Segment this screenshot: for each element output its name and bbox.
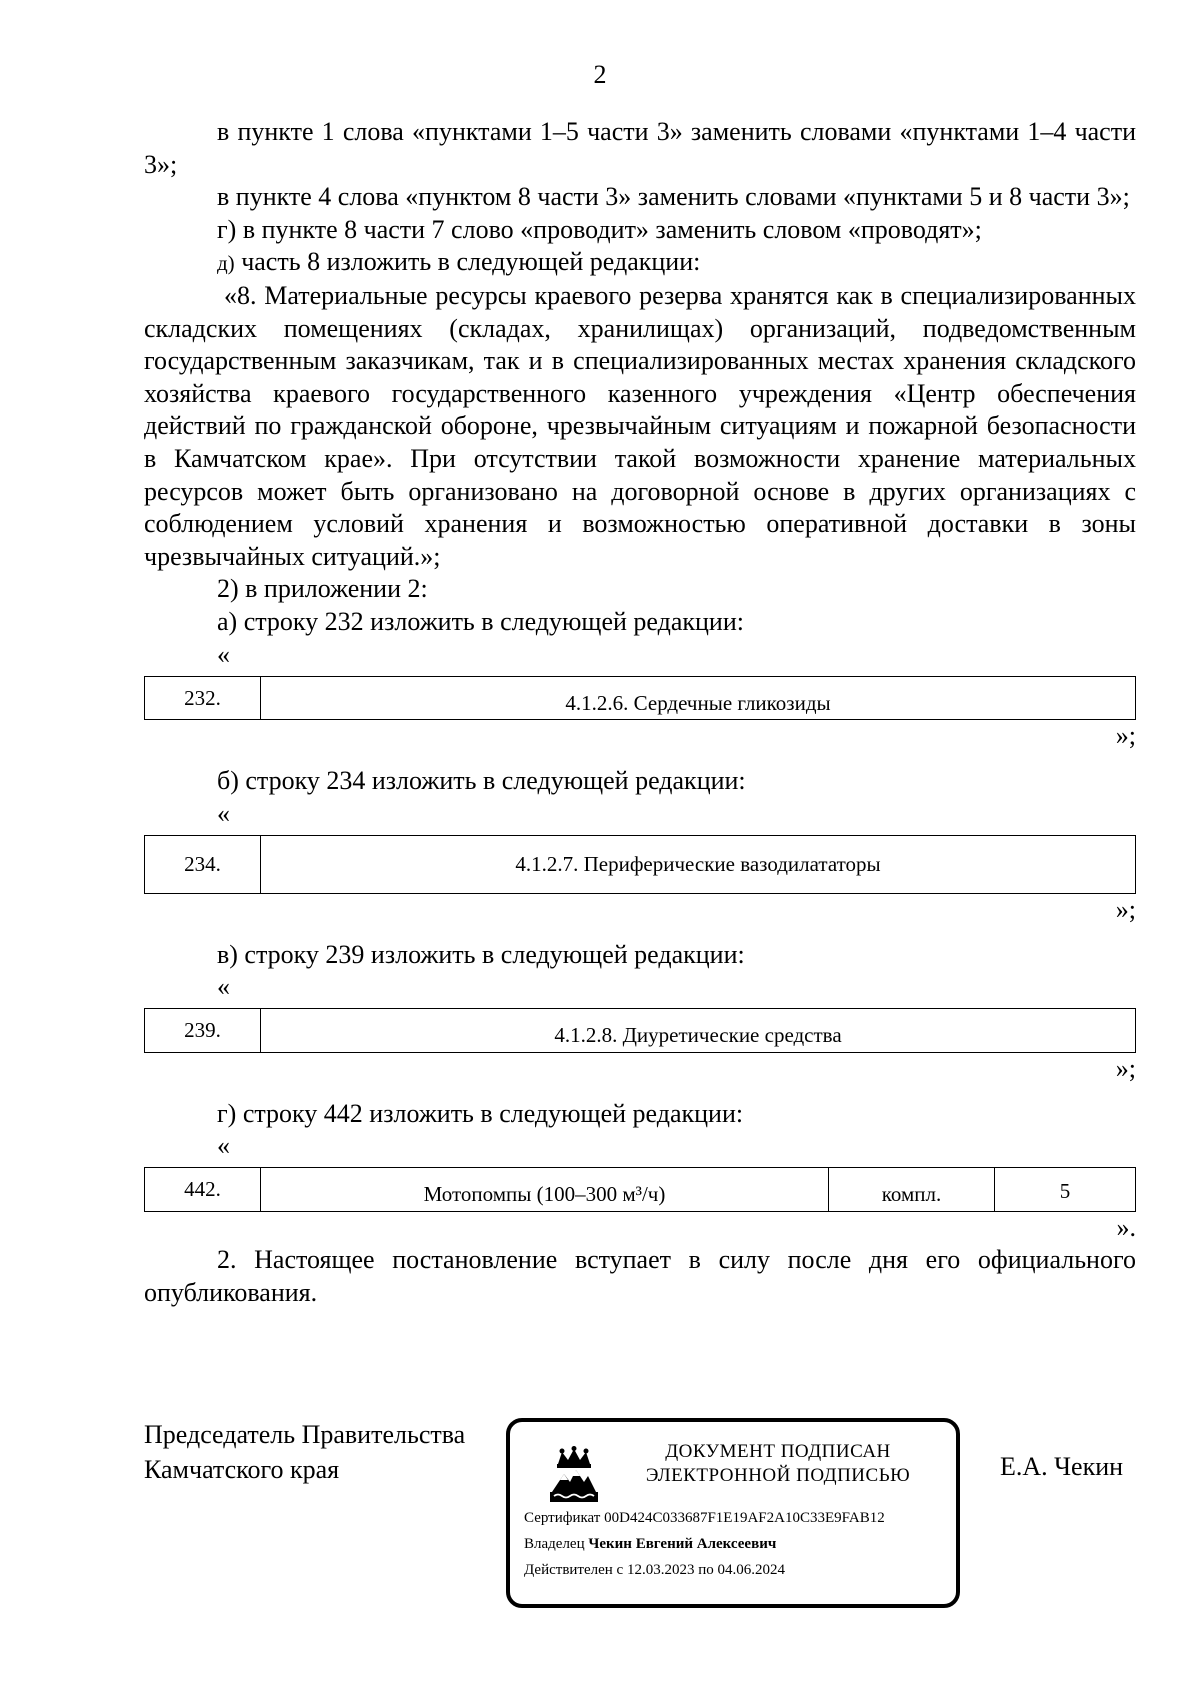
paragraph-part-8-text: «8. Материальные ресурсы краевого резерва хранятся как в специализированных складских помещениях (складах, хранилищах) организаций, подведомственным государственным заказчикам, так и в специализированных местах хранения складского хозяйства краевого государственного казенного учреждения «Центр обеспечения действий по гражданской обороне, чрезвычайным ситуациям и пожарной безопасности в Камчатском крае». При отсутствии такой возможности хранение материальных ресурсов может быть организовано на договорной основе в других организациях с соблюдением условий хранения и возможностью оперативной доставки в зоны чрезвычайных ситуаций.»;: [144, 280, 1136, 571]
signatory-position: [144, 1417, 465, 1487]
paragraph-amend-point-4: в пункте 4 слова «пунктом 8 части 3» заменить словами «пунктами 5 и 8 части 3»;: [217, 182, 1130, 212]
quote-open: «: [217, 639, 230, 669]
valid-from: 12.03.2023: [626, 1562, 695, 1578]
row-quantity-cell: 5: [995, 1168, 1136, 1212]
paragraph-row-239: в) строку 239 изложить в следующей редакции:: [217, 939, 745, 969]
stamp-certificate-line: [524, 1510, 885, 1527]
electronic-signature-stamp: [506, 1418, 960, 1608]
quote-open: «: [217, 972, 230, 1002]
row-number-cell: 442.: [145, 1168, 261, 1212]
quote-open: «: [217, 1131, 230, 1161]
stamp-validity-line: [524, 1562, 785, 1579]
valid-to: 04.06.2024: [717, 1562, 785, 1578]
owner-value: Чекин Евгений Алексеевич: [588, 1536, 777, 1552]
page-number: 2: [593, 60, 607, 89]
item-d-letter: д): [217, 251, 235, 276]
paragraph-row-232: а) строку 232 изложить в следующей редакции:: [217, 606, 744, 636]
paragraph-amend-point-1: в пункте 1 слова «пунктами 1–5 части 3» заменить словами «пунктами 1–4 части 3»;: [144, 117, 1136, 179]
table-row-234: [144, 835, 1136, 894]
row-number-cell: 232.: [145, 676, 261, 720]
certificate-value: 00D424C033687F1E19AF2A10C33E9FAB12: [604, 1510, 885, 1526]
quote-close: ».: [1116, 1213, 1136, 1243]
valid-label: Действителен с: [524, 1562, 624, 1578]
quote-close: »;: [1115, 1053, 1136, 1083]
table-row-442: [144, 1167, 1136, 1212]
quote-close: »;: [1115, 894, 1136, 924]
paragraph-entry-into-force: 2. Настоящее постановление вступает в силу после дня его официального опубликования.: [144, 1245, 1136, 1307]
paragraph-item-g: г) в пункте 8 части 7 слово «проводит» заменить словом «проводят»;: [217, 214, 982, 244]
stamp-title-line-2: ЭЛЕКТРОННОЙ ПОДПИСЬЮ: [645, 1465, 911, 1486]
stamp-title: [628, 1440, 928, 1488]
document-body: [144, 116, 1136, 1309]
signatory-position-line-2: Камчатского края: [144, 1455, 340, 1484]
valid-to-label: по: [698, 1562, 714, 1578]
item-d-text: часть 8 изложить в следующей редакции:: [241, 247, 701, 277]
paragraph-item-d: [144, 246, 1136, 280]
owner-label: Владелец: [524, 1536, 585, 1552]
quote-close: »;: [1115, 721, 1136, 751]
kamchatka-emblem-icon: [546, 1446, 602, 1506]
row-name-cell: 4.1.2.8. Диуретические средства: [261, 1009, 1136, 1053]
paragraph-row-442: г) строку 442 изложить в следующей редакции:: [217, 1098, 744, 1128]
stamp-title-line-1: ДОКУМЕНТ ПОДПИСАН: [665, 1441, 891, 1462]
row-number-cell: 239.: [145, 1009, 261, 1053]
signatory-name: Е.А. Чекин: [1000, 1452, 1124, 1481]
signatory-position-line-1: Председатель Правительства: [144, 1420, 466, 1449]
certificate-label: Сертификат: [524, 1510, 601, 1526]
stamp-owner-line: [524, 1536, 776, 1553]
paragraph-row-234: б) строку 234 изложить в следующей редакции:: [217, 766, 746, 796]
row-name-cell: 4.1.2.6. Сердечные гликозиды: [261, 676, 1136, 720]
row-name-cell: Мотопомпы (100–300 м³/ч): [261, 1168, 829, 1212]
table-row-232: [144, 676, 1136, 721]
row-number-cell: 234.: [145, 835, 261, 893]
paragraph-appendix-2: 2) в приложении 2:: [217, 574, 428, 604]
row-unit-cell: компл.: [829, 1168, 995, 1212]
table-row-239: [144, 1008, 1136, 1053]
quote-open: «: [217, 798, 230, 828]
row-name-cell: 4.1.2.7. Периферические вазодилататоры: [261, 835, 1136, 893]
